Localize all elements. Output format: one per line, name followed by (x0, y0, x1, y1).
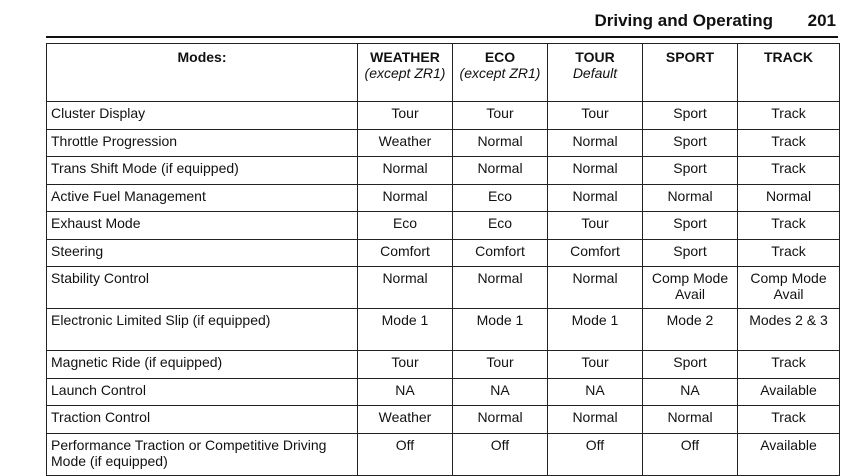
table-row (47, 129, 840, 157)
section-title: Driving and Operating (594, 11, 773, 30)
mode-setting-value: Comp Mode Avail (643, 267, 738, 309)
mode-setting-value: Normal (643, 184, 738, 212)
mode-setting-value: NA (453, 378, 548, 406)
table-row (47, 212, 840, 240)
mode-setting-value: Tour (548, 102, 643, 130)
mode-setting-label: Performance Traction or Competitive Driving Mode (if equipped) (47, 433, 358, 475)
page-header (46, 10, 838, 38)
mode-setting-value: Comfort (358, 239, 453, 267)
mode-setting-label: Electronic Limited Slip (if equipped) (47, 309, 358, 351)
column-header-sub: (except ZR1) (364, 65, 446, 81)
table-body (47, 102, 840, 476)
mode-setting-value: Available (738, 378, 840, 406)
mode-setting-value: Mode 1 (453, 309, 548, 351)
mode-setting-value: Sport (643, 351, 738, 379)
table-row (47, 378, 840, 406)
mode-setting-value: Track (738, 102, 840, 130)
mode-setting-value: Comfort (453, 239, 548, 267)
mode-setting-value: Tour (358, 351, 453, 379)
table-row (47, 267, 840, 309)
mode-setting-label: Stability Control (47, 267, 358, 309)
column-header (358, 44, 453, 102)
mode-setting-label: Launch Control (47, 378, 358, 406)
mode-setting-value: Mode 1 (358, 309, 453, 351)
mode-setting-value: Tour (548, 351, 643, 379)
mode-setting-value: Normal (548, 267, 643, 309)
mode-setting-value: Normal (548, 129, 643, 157)
mode-setting-value: Normal (358, 267, 453, 309)
mode-setting-value: Tour (548, 212, 643, 240)
mode-setting-value: Off (643, 433, 738, 475)
mode-setting-value: Off (548, 433, 643, 475)
mode-setting-value: Weather (358, 406, 453, 434)
mode-setting-label: Cluster Display (47, 102, 358, 130)
column-header-label: WEATHER (370, 49, 440, 65)
table-row (47, 102, 840, 130)
mode-setting-value: Track (738, 212, 840, 240)
column-header (643, 44, 738, 102)
mode-setting-value: Track (738, 351, 840, 379)
mode-setting-value: Normal (453, 406, 548, 434)
mode-setting-value: Sport (643, 157, 738, 185)
column-header-label: Modes: (177, 49, 227, 65)
column-header-label: TOUR (575, 49, 615, 65)
mode-setting-value: Track (738, 406, 840, 434)
mode-setting-label: Magnetic Ride (if equipped) (47, 351, 358, 379)
mode-setting-value: Track (738, 157, 840, 185)
table-header-row (47, 44, 840, 102)
column-header (548, 44, 643, 102)
mode-setting-value: Normal (738, 184, 840, 212)
mode-setting-value: Tour (453, 351, 548, 379)
mode-setting-value: Normal (548, 184, 643, 212)
mode-setting-value: Normal (453, 129, 548, 157)
mode-setting-value: Off (358, 433, 453, 475)
mode-setting-label: Throttle Progression (47, 129, 358, 157)
table-row (47, 433, 840, 475)
mode-setting-value: Mode 2 (643, 309, 738, 351)
mode-setting-value: Normal (453, 267, 548, 309)
mode-setting-value: Comp Mode Avail (738, 267, 840, 309)
mode-setting-value: Normal (548, 157, 643, 185)
mode-setting-value: NA (358, 378, 453, 406)
mode-setting-value: Tour (358, 102, 453, 130)
column-header-label: SPORT (665, 49, 715, 65)
mode-setting-value: Weather (358, 129, 453, 157)
mode-setting-value: Available (738, 433, 840, 475)
column-header (47, 44, 358, 102)
mode-setting-label: Steering (47, 239, 358, 267)
mode-setting-label: Exhaust Mode (47, 212, 358, 240)
mode-setting-value: Mode 1 (548, 309, 643, 351)
mode-setting-value: NA (643, 378, 738, 406)
column-header-sub: Default (572, 65, 618, 81)
mode-setting-value: Eco (453, 212, 548, 240)
column-header (453, 44, 548, 102)
mode-setting-value: Normal (453, 157, 548, 185)
page-number: 201 (807, 11, 836, 30)
table-row (47, 309, 840, 351)
mode-setting-value: Track (738, 239, 840, 267)
mode-setting-value: Off (453, 433, 548, 475)
table-row (47, 406, 840, 434)
mode-setting-value: Sport (643, 129, 738, 157)
mode-setting-value: Tour (453, 102, 548, 130)
mode-setting-value: Comfort (548, 239, 643, 267)
mode-setting-value: Normal (358, 184, 453, 212)
mode-setting-value: Normal (643, 406, 738, 434)
mode-setting-value: Sport (643, 212, 738, 240)
mode-setting-value: Track (738, 129, 840, 157)
table-row (47, 239, 840, 267)
mode-setting-value: Eco (358, 212, 453, 240)
mode-setting-value: NA (548, 378, 643, 406)
table-row (47, 184, 840, 212)
mode-setting-value: Normal (548, 406, 643, 434)
mode-setting-label: Traction Control (47, 406, 358, 434)
column-header (738, 44, 840, 102)
mode-setting-value: Sport (643, 102, 738, 130)
mode-setting-value: Modes 2 & 3 (738, 309, 840, 351)
mode-setting-value: Normal (358, 157, 453, 185)
column-header-sub: (except ZR1) (459, 65, 541, 81)
mode-setting-label: Trans Shift Mode (if equipped) (47, 157, 358, 185)
table-row (47, 351, 840, 379)
column-header-label: ECO (484, 49, 516, 65)
table-row (47, 157, 840, 185)
drive-modes-table (46, 43, 840, 476)
mode-setting-value: Eco (453, 184, 548, 212)
mode-setting-label: Active Fuel Management (47, 184, 358, 212)
column-header-label: TRACK (764, 49, 813, 65)
mode-setting-value: Sport (643, 239, 738, 267)
